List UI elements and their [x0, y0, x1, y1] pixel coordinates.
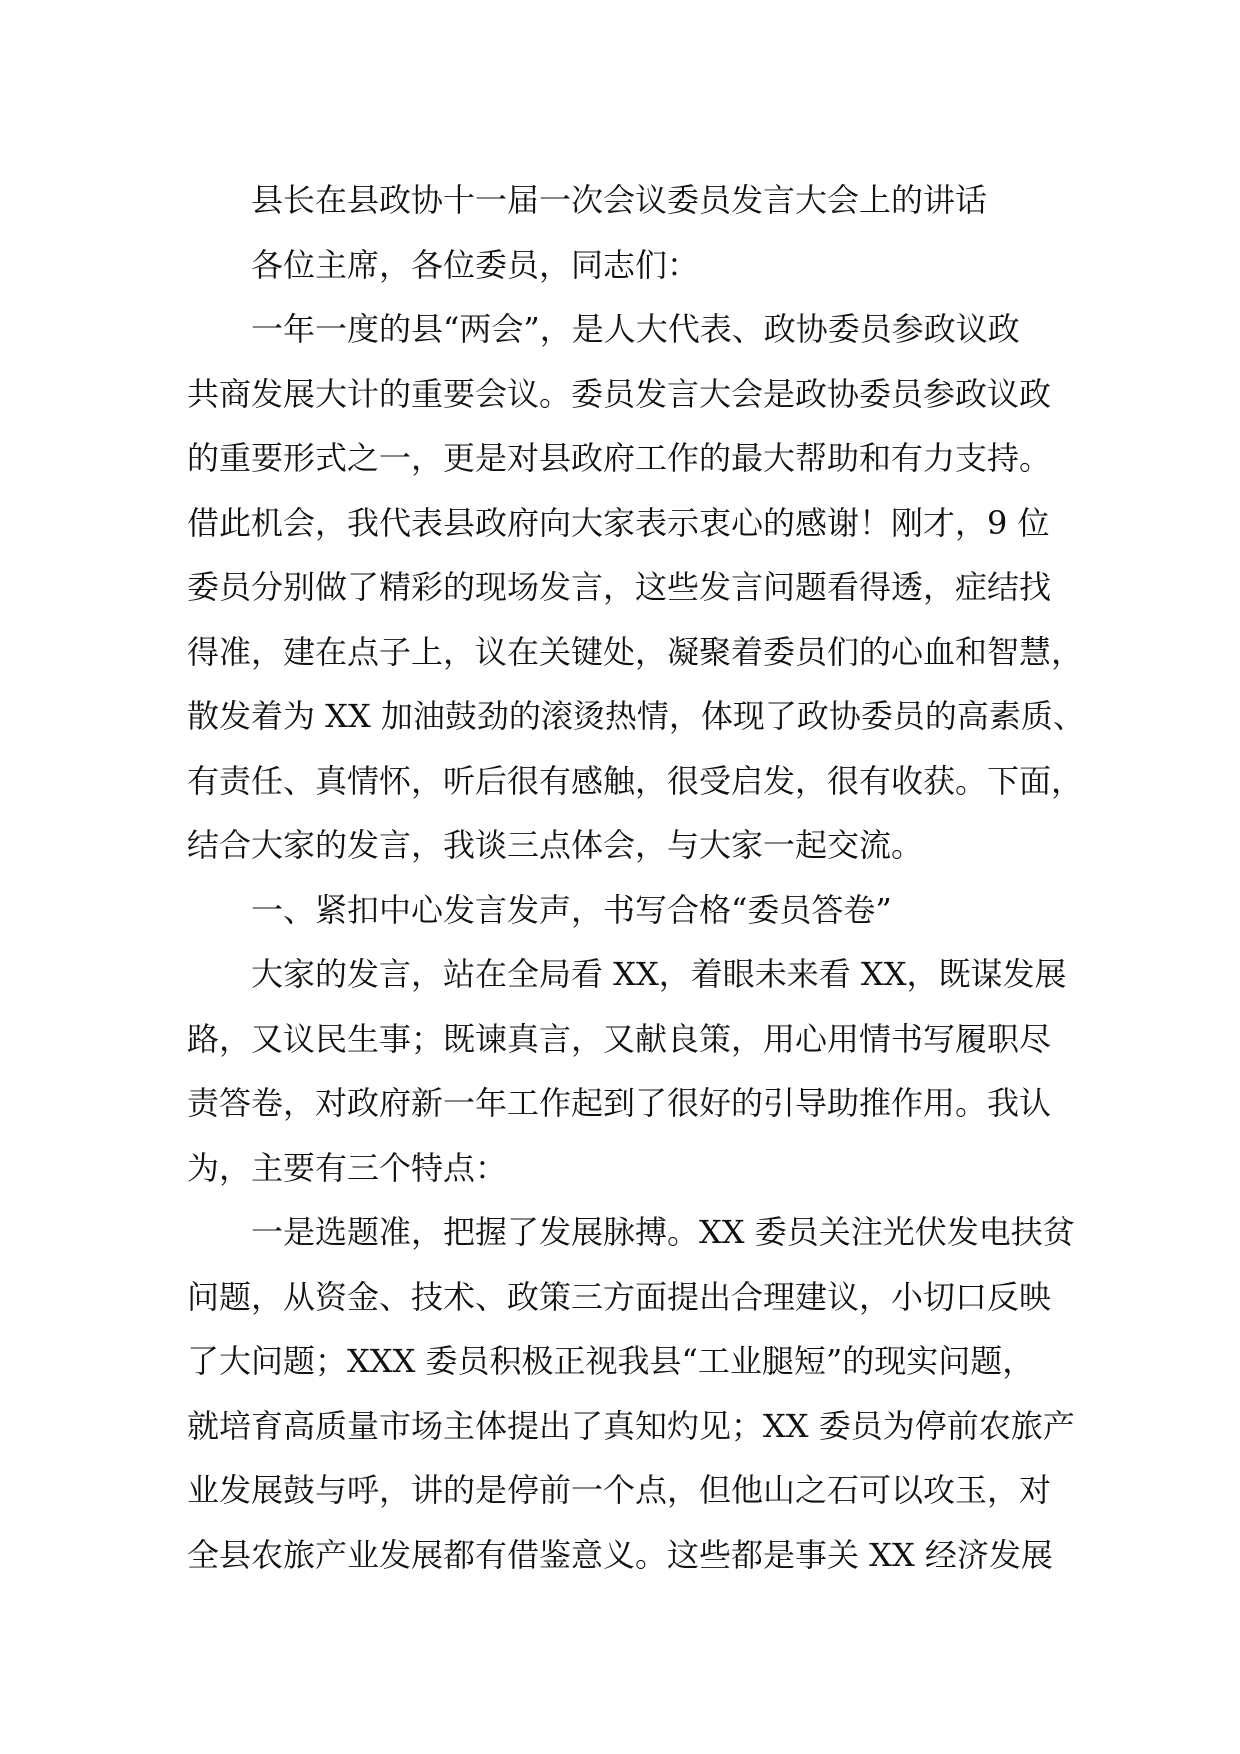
paragraph-line: 委员分别做了精彩的现场发言，这些发言问题看得透，症结找 [187, 568, 1052, 606]
section-heading: 一、紧扣中心发言发声，书写合格“委员答卷” [251, 890, 892, 929]
paragraph-line: 全县农旅产业发展都有借鉴意义。这些都是事关 XX 经济发展 [187, 1535, 1053, 1574]
paragraph-line: 一年一度的县“两会”，是人大代表、政协委员参政议政 [251, 310, 1020, 348]
document-body [187, 168, 1087, 1587]
paragraph-line: 有责任、真情怀，听后很有感触，很受启发，很有收获。下面， [187, 761, 1084, 800]
paragraph-line: 路，又议民生事；既谏真言，又献良策，用心用情书写履职尽 [187, 1019, 1052, 1058]
document-title: 县长在县政协十一届一次会议委员发言大会上的讲话 [251, 181, 988, 219]
paragraph-line: 的重要形式之一，更是对县政府工作的最大帮助和有力支持。 [187, 439, 1052, 477]
paragraph-line: 大家的发言，站在全局看 XX，着眼未来看 XX，既谋发展 [251, 955, 1067, 993]
paragraph-line: 一是选题准，把握了发展脉搏。XX 委员关注光伏发电扶贫 [251, 1213, 1075, 1251]
paragraph-line: 结合大家的发言，我谈三点体会，与大家一起交流。 [187, 826, 924, 864]
paragraph-line: 业发展鼓与呼，讲的是停前一个点，但他山之石可以攻玉，对 [187, 1471, 1052, 1509]
paragraph-line: 得准，建在点子上，议在关键处，凝聚着委员们的心血和智慧， [187, 632, 1084, 671]
paragraph-line: 散发着为 XX 加油鼓劲的滚烫热情，体现了政协委员的高素质、 [187, 697, 1085, 735]
paragraph-line: 了大问题；XXX 委员积极正视我县“工业腿短”的现实问题， [187, 1342, 1035, 1380]
paragraph-line: 问题，从资金、技术、政策三方面提出合理建议，小切口反映 [187, 1277, 1052, 1316]
paragraph-line: 借此机会，我代表县政府向大家表示衷心的感谢！刚才，9 位 [187, 503, 1050, 542]
paragraph-line: 为，主要有三个特点： [187, 1148, 508, 1187]
paragraph-line: 就培育高质量市场主体提出了真知灼见；XX 委员为停前农旅产 [187, 1406, 1075, 1445]
paragraph-line: 责答卷，对政府新一年工作起到了很好的引导助推作用。我认 [187, 1084, 1052, 1122]
paragraph-line: 共商发展大计的重要会议。委员发言大会是政协委员参政议政 [187, 374, 1052, 413]
salutation-line: 各位主席，各位委员，同志们： [251, 245, 700, 284]
